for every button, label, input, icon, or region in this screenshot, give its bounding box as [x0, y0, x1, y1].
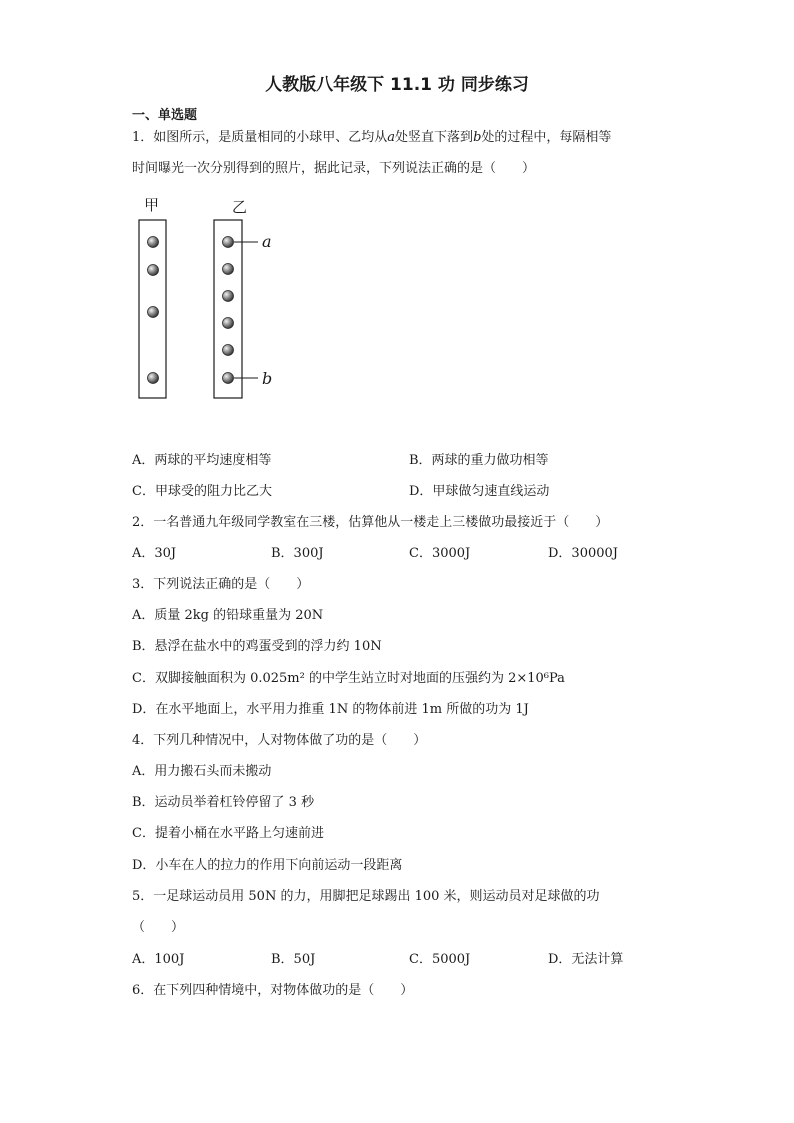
section-heading: 一、单选题	[132, 108, 198, 123]
q2-option-a[interactable]: A．30J	[132, 546, 177, 561]
q2-option-b[interactable]: B．300J	[271, 546, 324, 561]
q3-option-c[interactable]: C．双脚接触面积为 0.025m² 的中学生站立时对地面的压强约为 2×10⁶Pa	[132, 671, 565, 686]
page-title: 人教版八年级下 11.1 功 同步练习	[265, 75, 529, 95]
q2-option-c[interactable]: C．3000J	[409, 546, 471, 561]
q1-mark-b: b	[262, 369, 273, 388]
q1-stem-text: 处的过程中，每隔相等	[481, 130, 612, 145]
q1-stem-line1	[132, 130, 611, 146]
q1-figure	[130, 192, 290, 402]
q1-label-yi: 乙	[232, 198, 248, 216]
q1-ball-jia	[148, 237, 159, 248]
q1-point-a: a	[387, 130, 396, 145]
q4-stem: 4．下列几种情况中，人对物体做了功的是（ ）	[132, 733, 427, 748]
q4-option-d[interactable]: D．小车在人的拉力的作用下向前运动一段距离	[132, 858, 403, 873]
q2-stem: 2．一名普通九年级同学教室在三楼，估算他从一楼走上三楼做功最接近于（ ）	[132, 515, 609, 530]
q2-option-d[interactable]: D．30000J	[548, 546, 618, 561]
q5-option-d[interactable]: D．无法计算	[548, 952, 624, 967]
q5-option-a[interactable]: A．100J	[132, 952, 185, 967]
q3-option-d[interactable]: D．在水平地面上，水平用力推重 1N 的物体前进 1m 所做的功为 1J	[132, 702, 529, 717]
q1-ball-yi	[223, 291, 234, 302]
q6-stem: 6．在下列四种情境中，对物体做功的是（ ）	[132, 983, 414, 998]
q1-ball-jia	[148, 307, 159, 318]
q3-option-a[interactable]: A．质量 2kg 的铅球重量为 20N	[132, 608, 324, 623]
q5-option-b[interactable]: B．50J	[271, 952, 316, 967]
q1-ball-yi	[223, 373, 234, 384]
q4-option-b[interactable]: B．运动员举着杠铃停留了 3 秒	[132, 795, 315, 810]
q1-option-c[interactable]: C．甲球受的阻力比乙大	[132, 484, 272, 499]
q1-ball-jia	[148, 265, 159, 276]
q1-ball-jia	[148, 373, 159, 384]
q1-option-d[interactable]: D．甲球做匀速直线运动	[409, 484, 550, 499]
q3-stem: 3．下列说法正确的是（ ）	[132, 577, 310, 592]
q1-ball-yi	[223, 318, 234, 329]
q1-point-b: b	[473, 130, 482, 145]
q5-option-c[interactable]: C．5000J	[409, 952, 471, 967]
q1-ball-yi	[223, 345, 234, 356]
q4-option-c[interactable]: C．提着小桶在水平路上匀速前进	[132, 826, 324, 841]
q1-ball-yi	[223, 264, 234, 275]
q1-ball-yi	[223, 237, 234, 248]
q5-stem-line2: （ ）	[132, 920, 185, 935]
q1-stem-line2: 时间曝光一次分别得到的照片，据此记录，下列说法正确的是（ ）	[132, 161, 536, 176]
q4-option-a[interactable]: A．用力搬石头而未搬动	[132, 764, 272, 779]
q1-option-b[interactable]: B．两球的重力做功相等	[409, 453, 549, 468]
q1-mark-a: a	[262, 232, 272, 251]
q1-option-a[interactable]: A．两球的平均速度相等	[132, 453, 272, 468]
q5-stem-line1: 5．一足球运动员用 50N 的力，用脚把足球踢出 100 米，则运动员对足球做的功	[132, 889, 600, 904]
q1-stem-text: 1．如图所示，是质量相同的小球甲、乙均从	[132, 130, 388, 145]
q1-stem-text: 处竖直下落到	[395, 130, 474, 145]
q1-label-jia: 甲	[144, 196, 160, 214]
q3-option-b[interactable]: B．悬浮在盐水中的鸡蛋受到的浮力约 10N	[132, 639, 382, 654]
